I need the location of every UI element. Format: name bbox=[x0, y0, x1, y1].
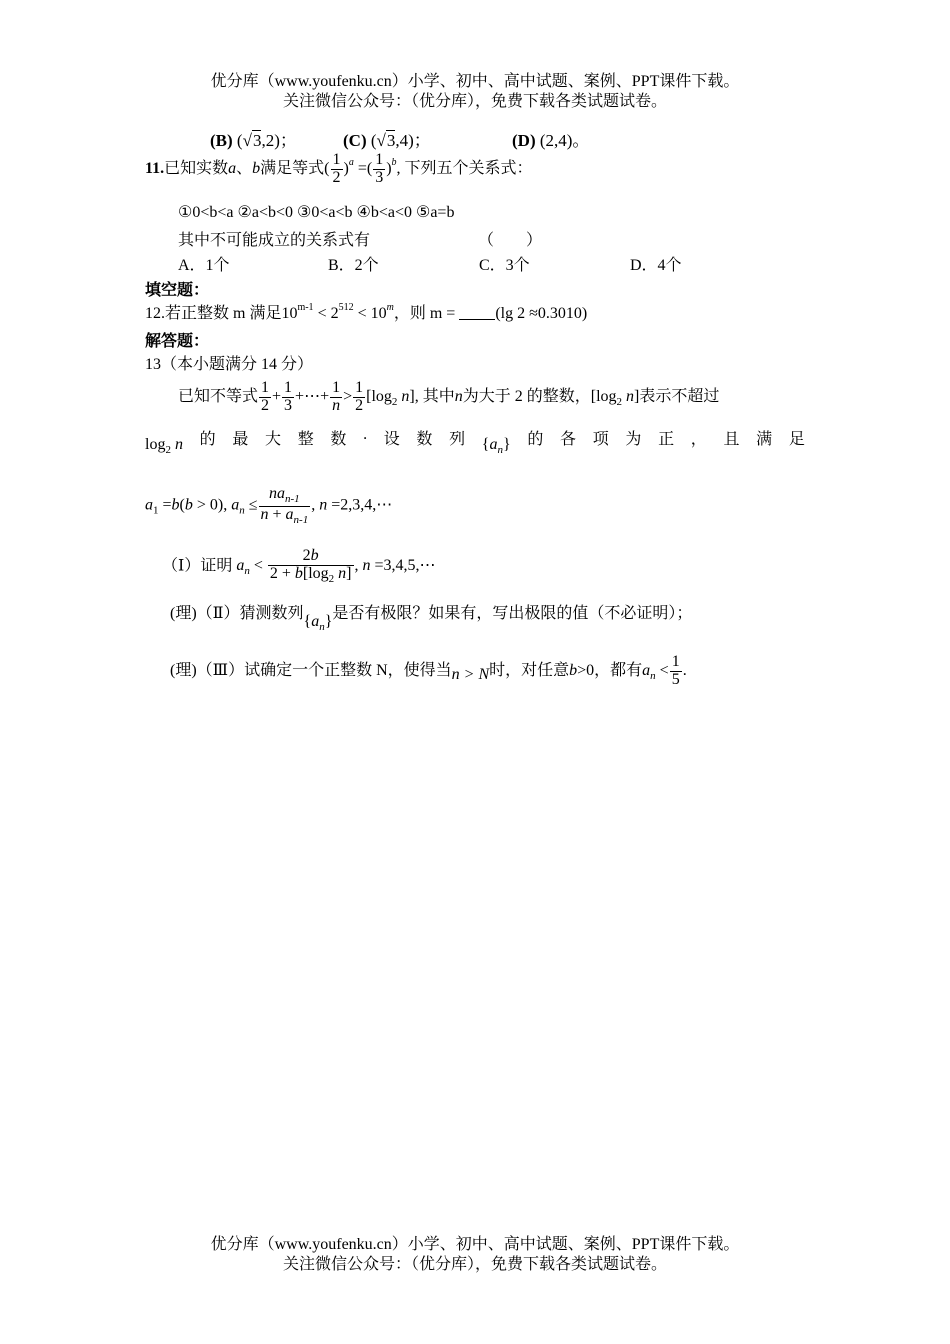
word: 足 bbox=[788, 431, 805, 448]
sequence-symbol: $\{a_n\}$ bbox=[481, 436, 511, 456]
word: 正 bbox=[658, 431, 675, 448]
option-label: (B) bbox=[210, 131, 233, 150]
inequality: $10^{m-1} < 2^{512} < 10^m$ bbox=[281, 302, 394, 322]
stem-text: 已知实数 bbox=[164, 159, 229, 177]
word: 大 bbox=[265, 431, 282, 448]
word: 数 bbox=[416, 431, 433, 448]
part-label: (理)（Ⅱ）猜测数列 bbox=[170, 605, 304, 622]
sep: 、 bbox=[236, 159, 253, 177]
stem-text: ，则 m = bbox=[393, 305, 456, 322]
stem-text: 12.若正整数 m 满足 bbox=[145, 305, 282, 322]
hint: (lg 2 ≈0.3010) bbox=[495, 305, 588, 322]
word: 的 bbox=[199, 431, 216, 448]
word: 数 bbox=[330, 431, 347, 448]
part-text: 是否有极限？如果有，写出极限的值（不必证明）； bbox=[332, 605, 693, 622]
q11-question: 其中不可能成立的关系式有 bbox=[178, 232, 371, 249]
spread-line bbox=[145, 426, 805, 456]
q11-stem bbox=[145, 152, 533, 187]
log-expr: $\log_2 n$ bbox=[145, 436, 183, 456]
part-label: (理)（Ⅲ）试确定一个正整数 N，使得当 bbox=[170, 661, 452, 679]
footer-line-2: 关注微信公众号：（优分库），免费下载各类试题试卷。 bbox=[282, 1256, 667, 1273]
q13-row2 bbox=[145, 426, 805, 456]
q10-option-d bbox=[512, 126, 589, 151]
word: 设 bbox=[383, 431, 400, 448]
word: . bbox=[363, 426, 368, 443]
inequality: $\frac{1}{2}$ + $\frac{1}{3}$ +⋯+ $\frac{1}{n}$ > $\frac{1}{2}$ [$\log_2$ n] bbox=[261, 379, 415, 414]
choice-c: C．3个 bbox=[479, 257, 530, 274]
q13-recurrence: $a_1 =b(b > 0)$, $a_n$ ≤ $\frac{na_{n-1}}{n + a_{n-1}}$ , n =2,3,4,⋯ bbox=[145, 485, 393, 526]
var-a: a bbox=[228, 159, 237, 177]
word: 整 bbox=[297, 431, 314, 448]
part1-formula: $a_n$ < $\frac{2b}{2 + b[\log_2 n]}$ , n =3,4,5,⋯ bbox=[236, 547, 436, 585]
word: 满 bbox=[756, 431, 773, 448]
word: 列 bbox=[449, 431, 466, 448]
var-b: b bbox=[252, 159, 261, 177]
q10-option-c: (C) (√3,4)； bbox=[343, 131, 431, 150]
word: 项 bbox=[592, 431, 609, 448]
stem-text: 已知不等式 bbox=[178, 387, 259, 405]
q12 bbox=[145, 300, 587, 323]
question-number: 11. bbox=[145, 159, 165, 177]
stem-text: 表示不超过 bbox=[639, 387, 720, 405]
option-text: ,4)； bbox=[395, 131, 431, 150]
header-line-1: 优分库（www.youfenku.cn）小学、初中、高中试题、案例、PPT课件下载。 bbox=[210, 73, 740, 90]
footer-line-1: 优分库（www.youfenku.cn）小学、初中、高中试题、案例、PPT课件下载。 bbox=[210, 1236, 740, 1253]
q11-relations: ①0<b<a ②a<b<0 ③0<a<b ④b<a<0 ⑤a=b bbox=[178, 204, 455, 221]
choice-a: A．1个 bbox=[178, 257, 230, 274]
q13-intro: 已知不等式 $\frac{1}{2}$ + $\frac{1}{3}$ +⋯+ $\frac{1}{n}$ > $\frac{1}{2}$ [$\log_2$ n], 其中n为大于 2 的整数，[$\log_2$ n]表示不超过 bbox=[178, 379, 720, 414]
stem-text: 为大于 2 的整数， bbox=[462, 387, 591, 405]
choice-d: D．4个 bbox=[630, 257, 682, 274]
equation: ( $\frac{1}{2}$ )$^a$ =( $\frac{1}{3}$ )$^b$ bbox=[324, 151, 397, 186]
section-answer: 解答题： bbox=[145, 333, 210, 350]
choice-b: B．2个 bbox=[328, 257, 379, 274]
word: 为 bbox=[625, 431, 642, 448]
q13-heading: 13（本小题满分 14 分） bbox=[145, 356, 314, 373]
answer-paren: （ ） bbox=[478, 232, 543, 249]
part-text: >0，都有 bbox=[577, 661, 643, 679]
option-text: (2,4)。 bbox=[539, 131, 590, 150]
part-label: （Ⅰ）证明 bbox=[162, 557, 233, 575]
sqrt-arg: 3 bbox=[252, 131, 262, 150]
option-label: (D) bbox=[512, 131, 536, 150]
word: 各 bbox=[560, 431, 577, 448]
word: 最 bbox=[232, 431, 249, 448]
section-fill-in: 填空题： bbox=[145, 282, 210, 299]
sqrt-arg: 3 bbox=[386, 131, 396, 150]
q10-option-b: (B) (√3,2)； bbox=[210, 131, 297, 150]
option-label: (C) bbox=[343, 131, 367, 150]
part-text: 时，对任意 bbox=[489, 661, 570, 679]
header-line-2: 关注微信公众号：（优分库），免费下载各类试题试卷。 bbox=[282, 93, 667, 110]
part3-formula: $a_n$ < $\frac{1}{5}$ . bbox=[642, 653, 687, 688]
answer-blank[interactable] bbox=[459, 305, 495, 320]
word: 且 bbox=[723, 431, 740, 448]
var-b: b bbox=[569, 661, 578, 679]
q13-part2: (理)（Ⅱ）猜测数列$\{a_n\}$是否有极限？如果有，写出极限的值（不必证明）； bbox=[170, 605, 693, 633]
q13-part1 bbox=[162, 548, 436, 585]
stem-text: , 下列五个关系式： bbox=[396, 159, 533, 177]
option-text: ,2)； bbox=[261, 131, 297, 150]
stem-text: , 其中 bbox=[414, 387, 455, 405]
stem-text: 满足等式 bbox=[260, 159, 325, 177]
word: 的 bbox=[527, 431, 544, 448]
q13-part3: (理)（Ⅲ）试确定一个正整数 N，使得当n > N时，对任意b>0，都有$a_n$ < $\frac{1}{5}$ . bbox=[170, 653, 687, 688]
word: ， bbox=[690, 431, 707, 448]
